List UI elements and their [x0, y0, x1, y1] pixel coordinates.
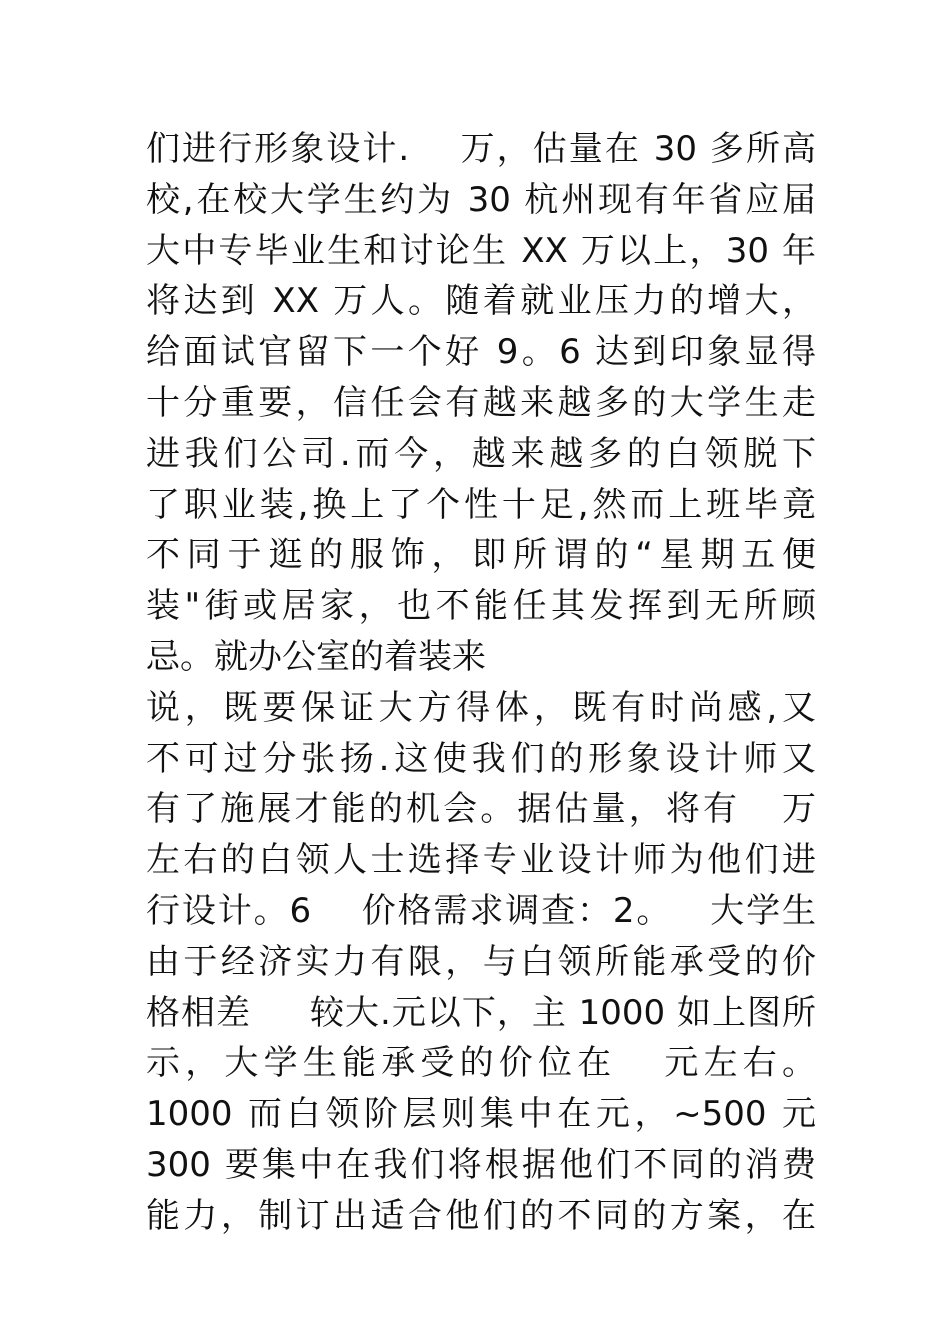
body-text [146, 124, 816, 1242]
text-line: 不可过分张扬.这使我们的形象设计师又 [146, 738, 816, 779]
text-line: 行设计。6 价格需求调查：2。 大学生 [146, 890, 816, 931]
text-line: 装"街或居家，也不能任其发挥到无所顾 [146, 586, 816, 627]
text-line: 大中专毕业生和讨论生 XX 万以上，30 年 [146, 230, 816, 271]
text-line: 给面试官留下一个好 9。6 达到印象显得 [146, 332, 816, 373]
text-line: 说，既要保证大方得体，既有时尚感,又 [146, 687, 816, 728]
text-line: 忌。就办公室的着装来 [146, 636, 486, 677]
text-line: 了职业装,换上了个性十足,然而上班毕竟 [146, 484, 816, 525]
text-line: 校,在校大学生约为 30 杭州现有年省应届 [146, 179, 816, 220]
text-line: 十分重要，信任会有越来越多的大学生走 [146, 382, 816, 423]
text-line: 有了施展才能的机会。据估量，将有 万 [146, 789, 816, 830]
text-line: 将达到 XX 万人。随着就业压力的增大， [146, 281, 816, 322]
text-line: 能力，制订出适合他们的不同的方案，在 [146, 1195, 816, 1236]
text-line: 由于经济实力有限，与白领所能承受的价 [146, 941, 816, 982]
text-line: 格相差 较大.元以下，主 1000 如上图所 [146, 992, 816, 1033]
text-line: 不同于逛的服饰，即所谓的“星期五便 [146, 535, 816, 576]
text-line: 1000 而白领阶层则集中在元，~500 元 [146, 1094, 816, 1135]
text-line: 们进行形象设计. 万，估量在 30 多所高 [146, 129, 816, 169]
text-line: 左右的白领人士选择专业设计师为他们进 [146, 840, 816, 881]
text-line: 示，大学生能承受的价位在 元左右。 [146, 1043, 816, 1084]
text-line: 进我们公司.而今，越来越多的白领脱下 [146, 433, 816, 474]
text-line: 300 要集中在我们将根据他们不同的消费 [146, 1144, 816, 1185]
